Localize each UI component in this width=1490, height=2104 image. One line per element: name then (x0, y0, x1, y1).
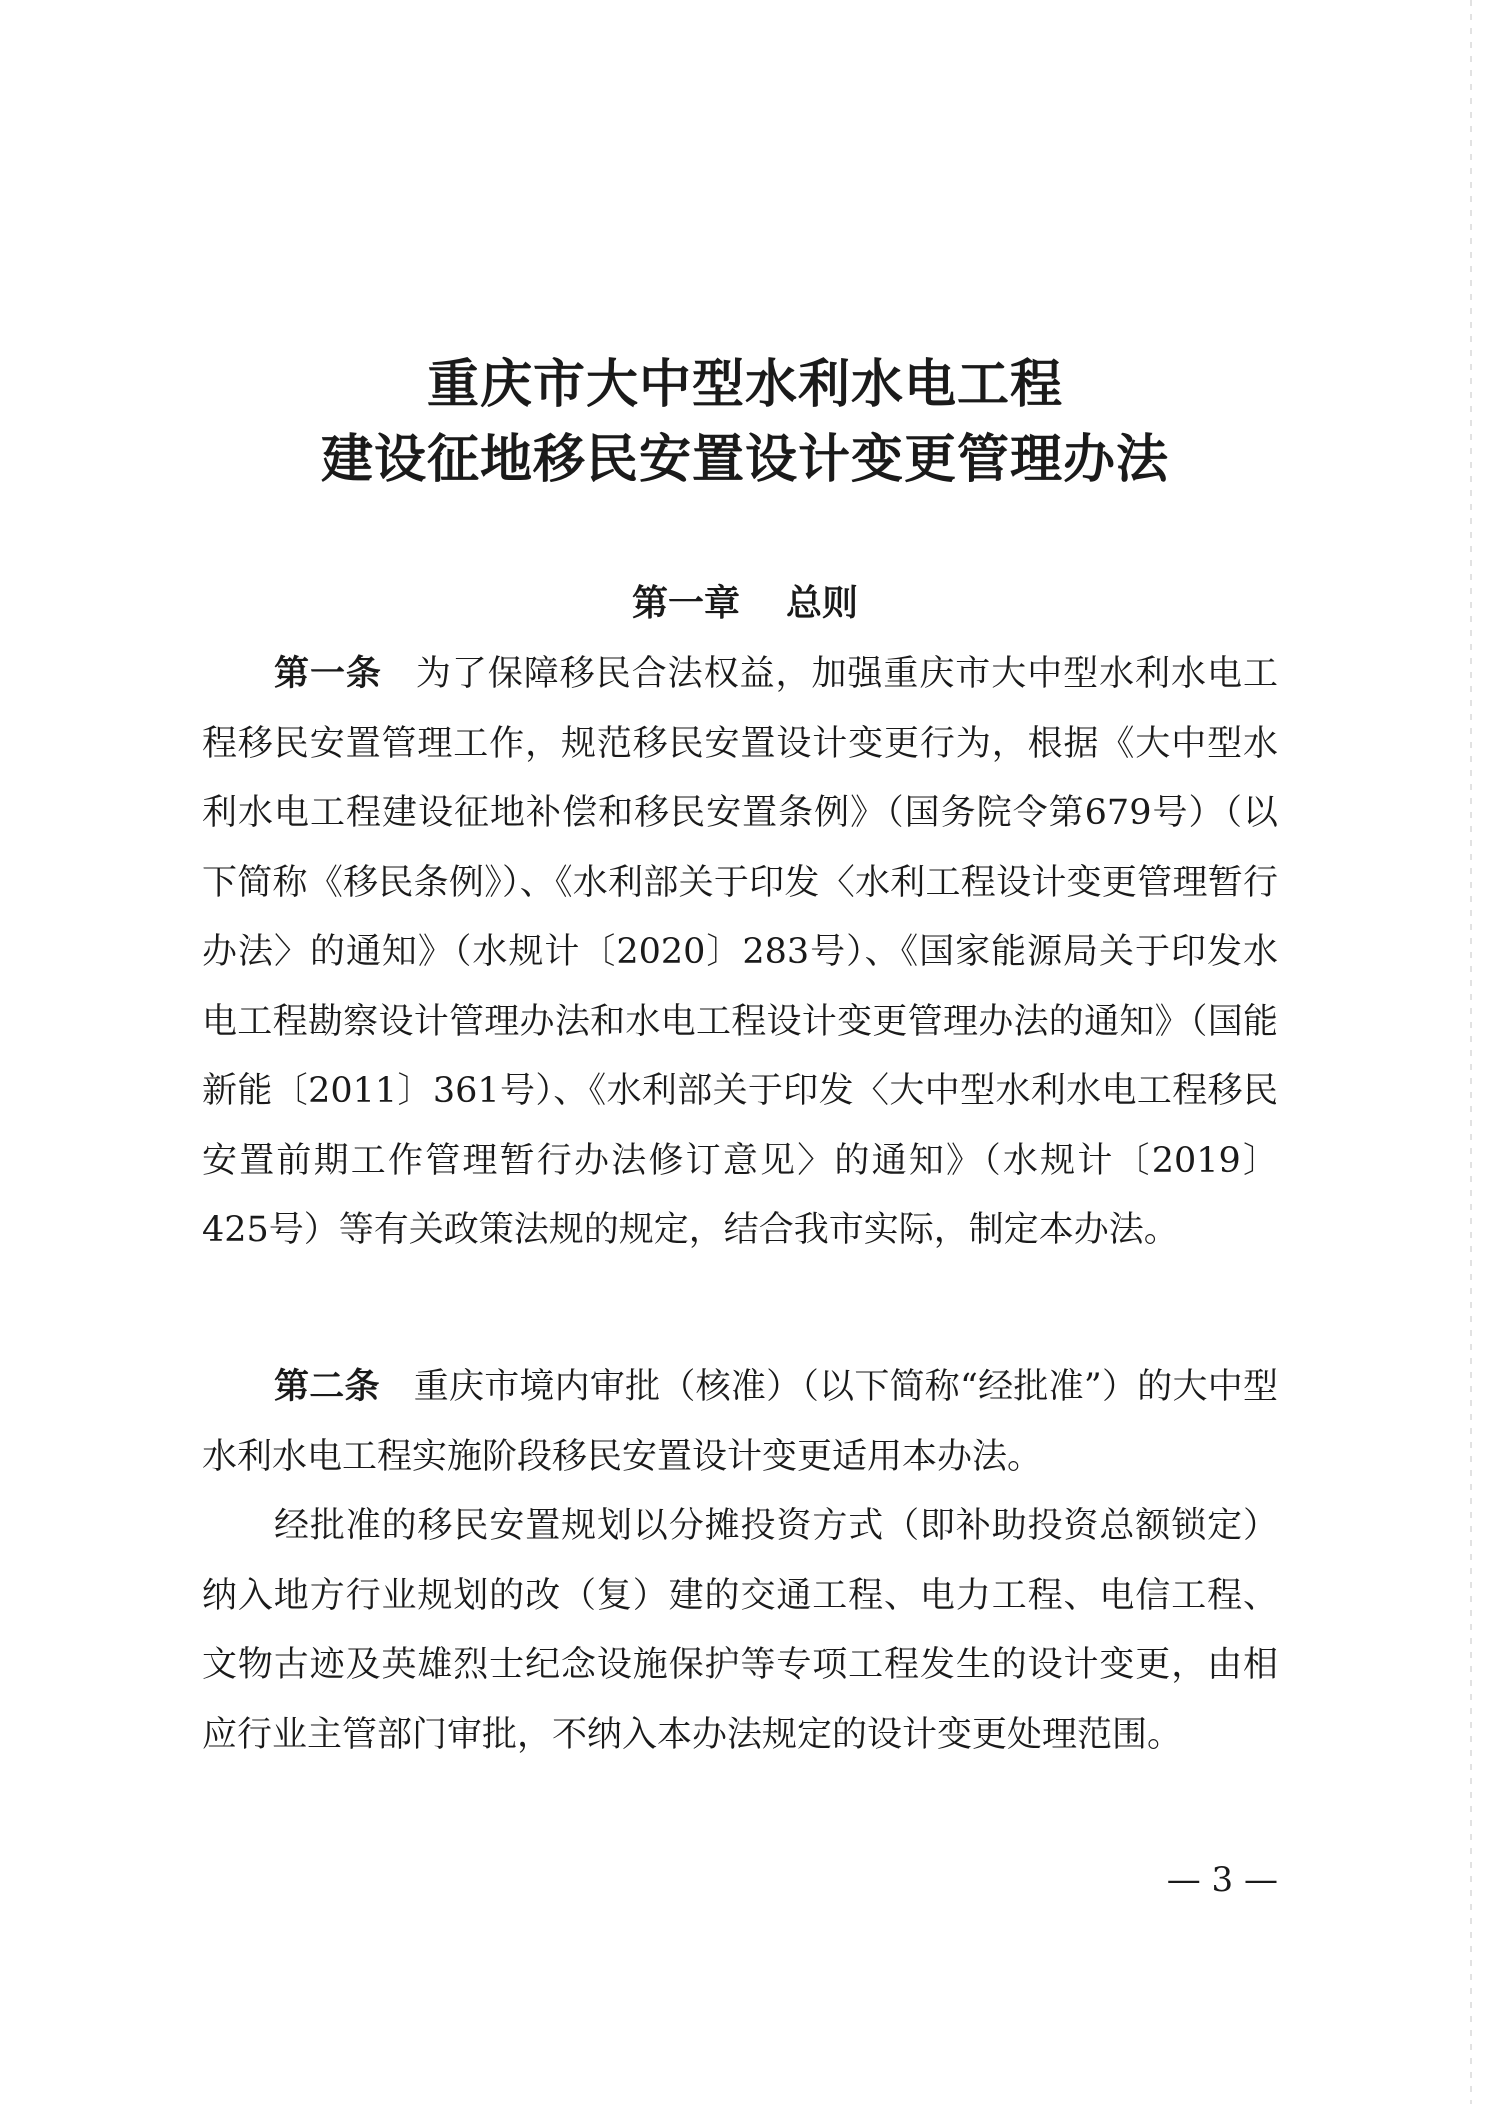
article-2-text: 重庆市境内审批（核准）（以下简称“经批准”）的大中型水利水电工程实施阶段移民安置设计变更适用本办法。 (202, 1367, 1278, 1477)
article-1-label: 第一条 (274, 654, 382, 694)
chapter-heading (0, 575, 1490, 626)
document-title-line-1: 重庆市大中型水利水电工程 (426, 355, 1063, 415)
article-2-label: 第二条 (274, 1367, 380, 1407)
document-title-line-2: 建设征地移民安置设计变更管理办法 (320, 430, 1169, 490)
scan-edge-line (1470, 0, 1472, 2104)
article-1-paragraph (202, 640, 1278, 1266)
article-1-text: 为了保障移民合法权益，加强重庆市大中型水利水电工程移民安置管理工作，规范移民安置设计变更行为，根据《大中型水利水电工程建设征地补偿和移民安置条例》（国务院令第679号）（以下简称《移民条例》）、《水利部关于印发〈水利工程设计变更管理暂行办法〉的通知》（水规计〔2020〕283号）、《国家能源局关于印发水电工程勘察设计管理办法和水电工程设计变更管理办法的通知》（国能新能〔2011〕361号）、《水利部关于印发〈大中型水利水电工程移民安置前期工作管理暂行办法修订意见〉的通知》（水规计〔2019〕425号）等有关政策法规的规定，结合我市实际，制定本办法。 (202, 654, 1278, 1250)
chapter-number: 第一章 (631, 583, 740, 624)
article-2-paragraph (202, 1353, 1278, 1492)
article-2-paragraph-2: 经批准的移民安置规划以分摊投资方式（即补助投资总额锁定）纳入地方行业规划的改（复）建的交通工程、电力工程、电信工程、文物古迹及英雄烈士纪念设施保护等专项工程发生的设计变更，由相应行业主管部门审批，不纳入本办法规定的设计变更处理范围。 (202, 1506, 1278, 1755)
chapter-title: 总则 (786, 583, 859, 624)
page-number: — 3 — (1166, 1860, 1278, 1900)
